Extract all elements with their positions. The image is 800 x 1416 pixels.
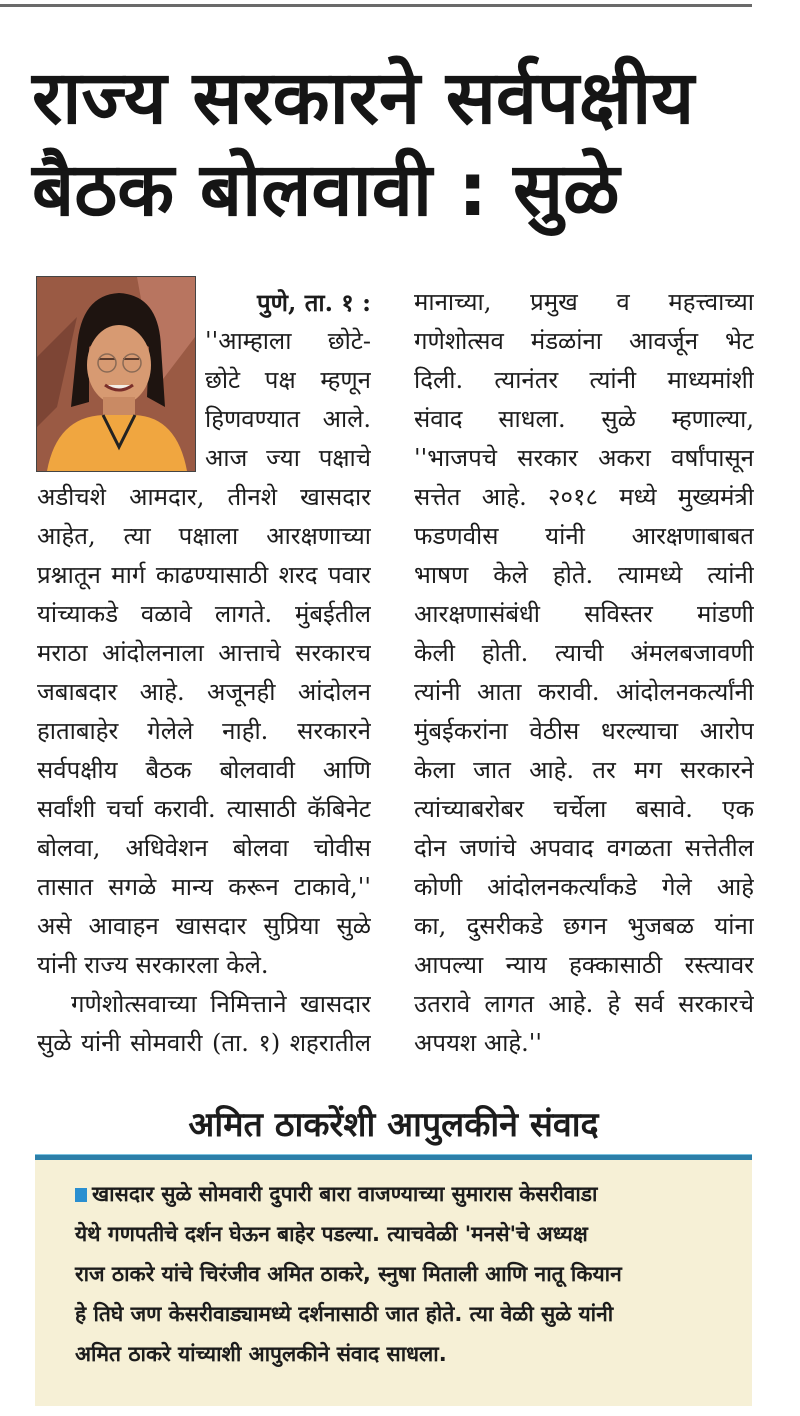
text-line: ''आम्हाला छोटे- xyxy=(205,327,371,355)
right-column xyxy=(414,283,754,1063)
text-line: जबाबदार आहे. अजूनही आंदोलन xyxy=(37,678,371,706)
text-line: ''भाजपचे सरकार अकरा वर्षांपासून xyxy=(414,444,754,472)
dateline: पुणे, ता. १ : xyxy=(257,288,371,317)
box-line: येथे गणपतीचे दर्शन घेऊन बाहेर पडल्या. त्याचवेळी 'मनसे'चे अध्यक्ष xyxy=(75,1222,588,1246)
text-line: केला जात आहे. तर मग सरकारने xyxy=(414,756,754,784)
text-line: दिली. त्यानंतर त्यांनी माध्यमांशी xyxy=(414,366,754,394)
text-line: आरक्षणासंबंधी सविस्तर मांडणी xyxy=(414,600,754,628)
text-line: अपयश आहे.'' xyxy=(414,1029,542,1057)
text-line: हिणवण्यात आले. xyxy=(205,405,371,433)
text-line: सर्वांशी चर्चा करावी. त्यासाठी कॅबिनेट xyxy=(37,795,371,823)
text-line: आपल्या न्याय हक्कासाठी रस्त्यावर xyxy=(414,951,754,979)
text-line: आज ज्या पक्षाचे xyxy=(205,444,371,472)
box-line: अमित ठाकरे यांच्याशी आपुलकीने संवाद साधला. xyxy=(75,1342,447,1366)
headline xyxy=(32,52,752,236)
sidebar-heading: अमित ठाकरेंशी आपुलकीने संवाद xyxy=(188,1105,599,1145)
text-line: असे आवाहन खासदार सुप्रिया सुळे xyxy=(37,912,371,940)
text-line: केली होती. त्याची अंमलबजावणी xyxy=(414,639,754,667)
text-line: यांनी राज्य सरकारला केले. xyxy=(37,951,269,979)
top-rule xyxy=(0,4,752,7)
sidebar-box xyxy=(35,1160,752,1406)
text-line: गणेशोत्सव मंडळांना आवर्जून भेट xyxy=(414,327,754,355)
text-line: हाताबाहेर गेलेले नाही. सरकारने xyxy=(37,717,371,745)
text-line: संवाद साधला. सुळे म्हणाल्या, xyxy=(414,405,754,433)
text-line: त्यांनी आता करावी. आंदोलनकर्त्यांनी xyxy=(414,678,754,706)
text-line: मुंबईकरांना वेठीस धरल्याचा आरोप xyxy=(414,717,754,745)
headline-line-1: राज्य सरकारने सर्वपक्षीय xyxy=(32,55,695,141)
text-line: सर्वपक्षीय बैठक बोलवावी आणि xyxy=(37,756,371,784)
text-line: छोटे पक्ष म्हणून xyxy=(205,366,371,394)
text-line: दोन जणांचे अपवाद वगळता सत्तेतील xyxy=(414,834,754,862)
text-line: यांच्याकडे वळावे लागते. मुंबईतील xyxy=(37,600,371,628)
text-line: प्रश्नातून मार्ग काढण्यासाठी शरद पवार xyxy=(37,561,371,589)
text-line: तासात सगळे मान्य करून टाकावे,'' xyxy=(37,873,371,901)
text-line: उतरावे लागत आहे. हे सर्व सरकारचे xyxy=(414,990,754,1018)
text-line: का, दुसरीकडे छगन भुजबळ यांना xyxy=(414,912,754,940)
text-line: बोलवा, अधिवेशन बोलवा चोवीस xyxy=(37,834,371,862)
text-line: मराठा आंदोलनाला आत्ताचे सरकारच xyxy=(37,639,371,667)
text-line: मानाच्या, प्रमुख व महत्त्वाच्या xyxy=(414,288,754,316)
box-line-text: खासदार सुळे सोमवारी दुपारी बारा वाजण्याच्या सुमारास केसरीवाडा xyxy=(92,1182,598,1206)
box-line: हे तिघे जण केसरीवाड्यामध्ये दर्शनासाठी जात होते. त्या वेळी सुळे यांनी xyxy=(75,1302,614,1326)
text-line: गणेशोत्सवाच्या निमित्ताने खासदार xyxy=(71,990,371,1018)
text-line: भाषण केले होते. त्यामध्ये त्यांनी xyxy=(414,561,754,589)
left-column xyxy=(37,283,371,1063)
text-line: अडीचशे आमदार, तीनशे खासदार xyxy=(37,483,371,511)
text-line: फडणवीस यांनी आरक्षणाबाबत xyxy=(414,522,754,550)
text-line: कोणी आंदोलनकर्त्यांकडे गेले आहे xyxy=(414,873,754,901)
headline-line-2: बैठक बोलवावी : सुळे xyxy=(32,147,620,233)
box-line xyxy=(75,1174,715,1214)
text-line: सत्तेत आहे. २०१८ मध्ये मुख्यमंत्री xyxy=(414,483,754,511)
text-line: त्यांच्याबरोबर चर्चेला बसावे. एक xyxy=(414,795,754,823)
text-line: आहेत, त्या पक्षाला आरक्षणाच्या xyxy=(37,522,371,550)
square-bullet-icon xyxy=(75,1188,87,1202)
box-line: राज ठाकरे यांचे चिरंजीव अमित ठाकरे, स्नुषा मिताली आणि नातू कियान xyxy=(75,1262,622,1286)
text-line: सुळे यांनी सोमवारी (ता. १) शहरातील xyxy=(37,1029,371,1057)
